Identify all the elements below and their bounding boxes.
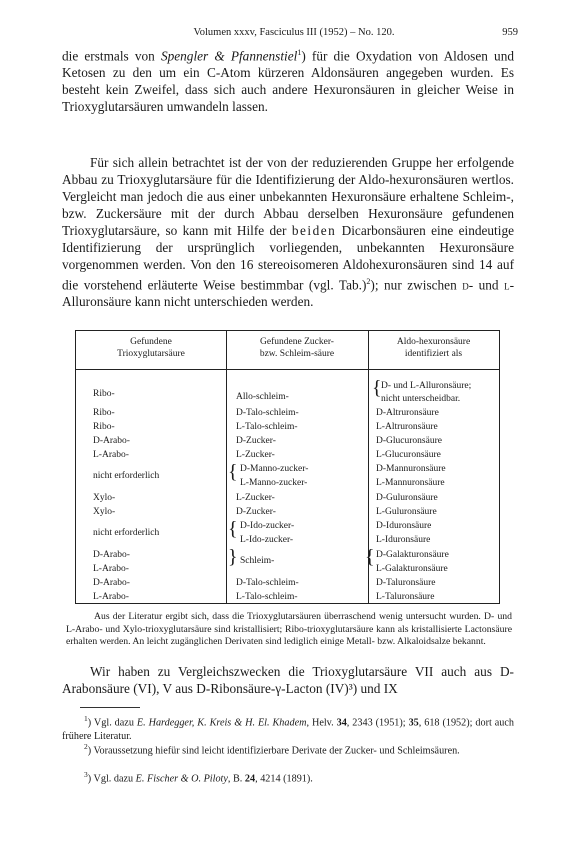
brace-mark: { xyxy=(372,377,382,399)
table-cell: L-Zucker- xyxy=(236,493,275,503)
table-header-rule xyxy=(76,369,499,370)
para2-text-c: ); nur zwischen xyxy=(370,277,463,293)
footnote-mark: 3 xyxy=(84,770,88,779)
footnote-ref-1[interactable]: 1 xyxy=(297,48,302,57)
table-cell: L-Manno-zucker- xyxy=(240,478,308,488)
footnote-authors: E. Fischer & O. Piloty xyxy=(135,773,228,785)
brace-mark: } xyxy=(228,546,238,568)
table-cell: L-Arabo- xyxy=(93,564,129,574)
table-note: Aus der Literatur ergibt sich, dass die Trioxyglutarsäuren überraschend wenig untersucht wurden. D- und L-Arabo- und Xylo-trioxyglutarsäure sind kristallisiert; Ribo-trioxyglutarsäure kann als kristallisierte Lactonsäure erhalten werden. An leicht zugänglichen Derivaten sind lediglich einige Metall- bzw. Alkaloidsalze bekannt. xyxy=(66,611,512,648)
table-cell: L-Galakturonsäure xyxy=(376,564,448,574)
table-cell: nicht erforderlich xyxy=(93,471,160,481)
table-cell: Xylo- xyxy=(93,493,116,503)
table-cell: Xylo- xyxy=(93,507,116,517)
para2-text-d: - und xyxy=(468,277,505,293)
table-cell: D-Zucker- xyxy=(236,507,276,517)
header-line: Gefundene Zucker- xyxy=(260,337,334,347)
table-cell: L-Taluronsäure xyxy=(376,592,435,602)
table-cell: D-Manno-zucker- xyxy=(240,464,309,474)
table-cell: L-Altruronsäure xyxy=(376,422,438,432)
paragraph-1 xyxy=(62,44,514,115)
table-cell: L-Arabo- xyxy=(93,592,129,602)
d-prefix: d xyxy=(462,277,469,293)
table-cell: Schleim- xyxy=(240,556,275,566)
footnote-mark: 1 xyxy=(84,714,88,723)
table-divider xyxy=(226,331,227,603)
footnote-text: , 618 (1952); dort auch frühere Literatur. xyxy=(62,717,515,743)
table-cell: Ribo- xyxy=(93,422,115,432)
brace-mark: { xyxy=(365,546,375,568)
footnote-rule xyxy=(80,707,140,708)
para2-text-e: -Alluronsäure kann nicht unterschieden werden. xyxy=(62,277,515,310)
header-line: Aldo-hexuronsäure xyxy=(396,337,471,347)
table-cell: L-Ido-zucker- xyxy=(240,535,294,545)
table-cell: L-Arabo- xyxy=(93,450,129,460)
table-cell: D-Taluronsäure xyxy=(376,578,436,588)
table-cell: nicht unterscheidbar. xyxy=(381,394,461,404)
running-header xyxy=(70,27,518,41)
table-header-aldo xyxy=(368,336,499,360)
table-cell: L-Guluronsäure xyxy=(376,507,437,517)
paragraph-2 xyxy=(62,154,514,310)
running-title: Volumen xxxv, Fasciculus III (1952) – No. 120. xyxy=(193,27,395,38)
table-header-trioxy xyxy=(76,336,226,360)
table-cell: D-Mannuronsäure xyxy=(376,464,446,474)
footnote-text: ) Vgl. dazu xyxy=(87,773,136,785)
header-line: bzw. Schleim-säure xyxy=(259,349,335,359)
table-cell: L-Glucuronsäure xyxy=(376,450,441,460)
header-line: Trioxyglutarsäure xyxy=(117,349,185,359)
table-cell: D-Arabo- xyxy=(93,436,130,446)
table-cell: Ribo- xyxy=(93,389,115,399)
header-line: identifiziert als xyxy=(404,349,463,359)
footnote-text: , Helv. xyxy=(306,717,337,729)
brace-mark: { xyxy=(228,461,238,483)
para1-text-a: die erstmals von xyxy=(62,48,161,64)
table-cell: Allo-schleim- xyxy=(236,392,289,402)
table-cell: D-Guluronsäure xyxy=(376,493,438,503)
table-cell: D-Galakturonsäure xyxy=(376,550,449,560)
table-cell: D-Arabo- xyxy=(93,578,130,588)
table-cell: L-Talo-schleim- xyxy=(236,592,298,602)
table-cell: D-Talo-schleim- xyxy=(236,578,299,588)
table-cell: D-Ido-zucker- xyxy=(240,521,295,531)
footnote-text: , 4214 (1891). xyxy=(255,773,313,785)
footnote-text: , 2343 (1951); xyxy=(346,717,409,729)
footnote-text: , B. xyxy=(227,773,245,785)
table-cell: D-Iduronsäure xyxy=(376,521,432,531)
table-cell: D-Arabo- xyxy=(93,550,130,560)
brace-mark: { xyxy=(228,518,238,540)
footnote-3 xyxy=(62,768,514,786)
table-cell: D-Altruronsäure xyxy=(376,408,439,418)
table-cell: D-Zucker- xyxy=(236,436,276,446)
footnote-mark: 2 xyxy=(84,742,88,751)
footnote-2 xyxy=(62,740,514,758)
footnote-text: ) Voraussetzung hiefür sind leicht identifizierbare Derivate der Zucker- und Schleimsäuren. xyxy=(87,745,460,757)
para2-text-b: Dicarbonsäuren eine eindeutige Identifizierung der ursprünglich vorliegenden, unbekannten Hexuronsäure vorgenommen werden. Von den 16 stereoisomeren Aldohexuronsäuren sind 14 auf die vorstehend erläuterte Weise bestimmbar (vgl. Tab.) xyxy=(62,223,514,293)
footnote-authors: E. Hardegger, K. Kreis & H. El. Khadem xyxy=(136,717,307,729)
l-prefix: l xyxy=(504,277,510,293)
para1-text-b: ) für die Oxydation von Aldosen und Ketosen zu den um ein C-Atom kürzeren Aldonsäuren angegeben wurden. Es besteht kein Zweifel, dass sich auch andere Hexuronsäuren in gleicher Weise in Trioxyglutarsäuren umwandeln lassen. xyxy=(62,48,514,115)
para2-text-a: Für sich allein betrachtet ist der von der reduzierenden Gruppe her erfolgende Abbau zu Trioxyglutarsäure für die Identifizierung der Aldo-hexuronsäuren wertlos. Vergleicht man jedoch die aus einer unbekannten Hexuronsäure erhaltene Schleim-, bzw. Zuckersäure mit der durch Abbau derselben Hexuronsäure gefundenen Trioxyglutarsäure, so kann mit Hilfe der xyxy=(62,155,514,238)
para3-text: Wir haben zu Vergleichszwecken die Trioxyglutarsäure VII auch aus D-Arabonsäure (VI), V aus D-Ribonsäure-γ-Lacton (IV)³) und IX xyxy=(62,664,514,696)
identification-table xyxy=(75,330,500,604)
table-cell: L-Mannuronsäure xyxy=(376,478,445,488)
table-cell: nicht erforderlich xyxy=(93,528,160,538)
table-cell: D-Talo-schleim- xyxy=(236,408,299,418)
table-cell: D- und L-Alluronsäure; xyxy=(381,381,472,391)
paragraph-3 xyxy=(62,663,514,697)
volume-number: 24 xyxy=(244,773,256,785)
table-cell: L-Iduronsäure xyxy=(376,535,431,545)
volume-number: 35 xyxy=(408,717,419,729)
table-cell: L-Zucker- xyxy=(236,450,275,460)
volume-number: 34 xyxy=(336,717,347,729)
emphasized-word: beiden xyxy=(291,223,337,238)
table-cell: Ribo- xyxy=(93,408,115,418)
author-citation: Spengler & Pfannenstiel xyxy=(160,48,298,64)
table-cell: L-Talo-schleim- xyxy=(236,422,298,432)
table-header-zucker xyxy=(226,336,368,360)
footnote-text: ) Vgl. dazu xyxy=(87,717,137,729)
table-cell: D-Glucuronsäure xyxy=(376,436,442,446)
page-number: 959 xyxy=(502,27,518,38)
footnote-ref-2[interactable]: 2 xyxy=(366,277,371,286)
header-line: Gefundene xyxy=(130,337,172,347)
